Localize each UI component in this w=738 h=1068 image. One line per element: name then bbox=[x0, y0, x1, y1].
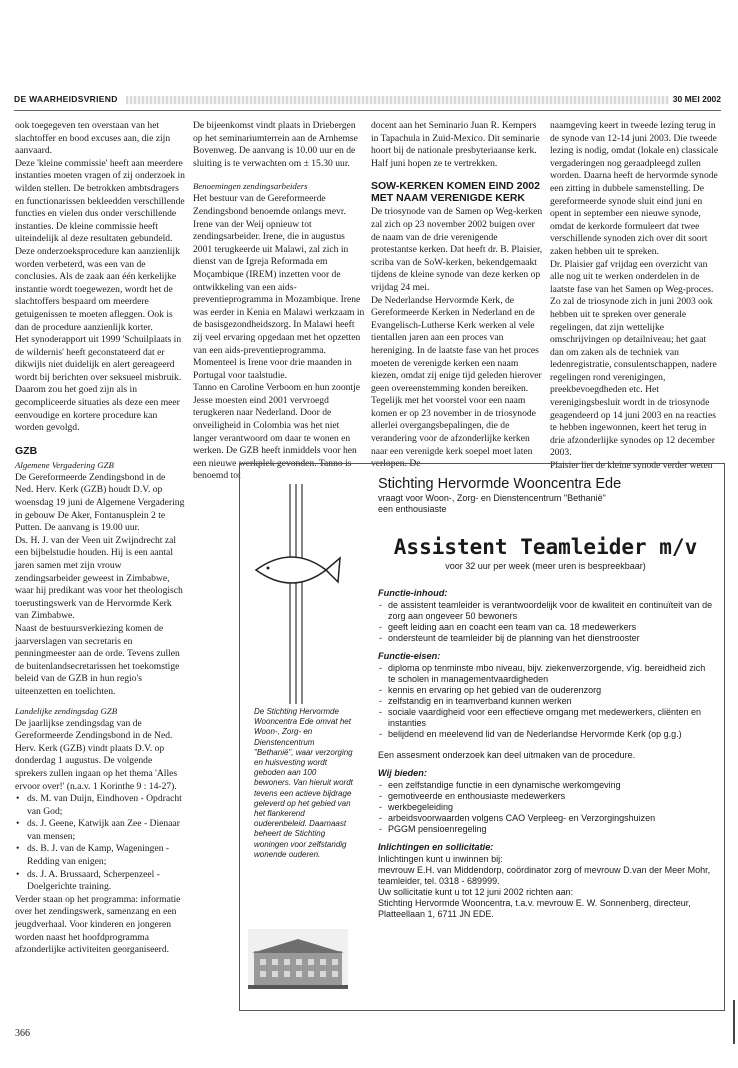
subheading-benoemingen: Benoemingen zendingsarbeiders bbox=[193, 181, 308, 192]
running-header bbox=[14, 94, 721, 108]
list-item: - de assistent teamleider is verantwoordelijk voor de kwaliteit en continuïteit van de zorg aan ongeveer 50 bewoners bbox=[388, 600, 713, 622]
section-heading-gzb: GZB bbox=[15, 444, 38, 457]
paragraph: ook toegegeven ten overstaan van het slachtoffer en bood excuses aan, die zijn aanvaard. bbox=[15, 120, 171, 157]
paragraph: Naast de bestuursverkiezing komen de jaarverslagen van secretaris en penningmeester aan de orde. Tevens zullen de buitenlandsecretarissen het toekomstige beleid van de GZB in hun regio's uiteenzetten en toelichten. bbox=[15, 622, 180, 697]
list-item: - sociale vaardigheid voor een effectieve omgang met medewerkers, cliënten en instanties bbox=[388, 707, 713, 729]
paragraph: Deze 'kleine commissie' heeft aan meerdere instanties moeten vragen of zij onderzoek in wilden stellen. De betrokken ambtsdragers en functionarissen bekleedden verschillende functies en vielen dus onder verschillende instanties. De kleine commissie heeft uiteindelijk al deze resultaten gebundeld. bbox=[15, 157, 185, 245]
article-heading-sow: SOW-KERKEN KOMEN EIND 2002 MET NAAM VERENIGDE KERK bbox=[371, 180, 540, 205]
paragraph: De Gereformeerde Zendingsbond in de Ned. Herv. Kerk (GZB) houdt D.V. op woensdag 19 juni de Algemene Vergadering in gebouw De Aker, Fontanusplein 2 te Putten. De aanvang is 19.00 uur. bbox=[15, 471, 185, 534]
header-rule bbox=[14, 110, 721, 111]
column-2 bbox=[193, 120, 365, 483]
paragraph: naamgeving keert in tweede lezing terug in de synode van 12-14 juni 2003. Die tweede lezing is nodig, omdat (lokale en) classicale vergaderingen nog geraadpleegd zullen worden. Daarna heeft de hervormde synode een zitting in dubbele samenstelling. De gereformeerde synode sluit eind juni en opent in september een nieuwe synode, omdat de kerkorde formuleert dat twee verschillende synoden zich over dit soort zaken hebben uit te spreken. bbox=[550, 120, 719, 257]
list-item: • ds. B. J. van de Kamp, Wageningen - Redding van enigen; bbox=[25, 843, 185, 868]
section-title-eisen: Functie-eisen: bbox=[378, 651, 441, 661]
list-item: - gemotiveerde en enthousiaste medewerkers bbox=[388, 791, 713, 802]
ad-sidebar bbox=[240, 464, 358, 1010]
paragraph: Verder staan op het programma: informatie over het zendingswerk, samenzang en een jeugdverhaal. Voor kinderen en jongeren worden naast het hoofdprogramma afzonderlijke activiteiten georganiseerd. bbox=[15, 893, 181, 956]
column-3 bbox=[371, 120, 543, 471]
header-decorative-bar bbox=[126, 96, 669, 104]
ad-intro-2: een enthousiaste bbox=[378, 504, 447, 514]
list-item: • ds. J. A. Brussaard, Scherpenzeel - Doelgerichte training. bbox=[25, 869, 185, 894]
list-item: - geeft leiding aan en coacht een team van ca. 18 medewerkers bbox=[388, 622, 713, 633]
paragraph: De jaarlijkse zendingsdag van de Gereformeerde Zendingsbond in de Ned. Herv. Kerk (GZB) vindt plaats D.V. op donderdag 1 augustus. De volgende sprekers zullen ingaan op het thema 'Alles ervoor over!' (n.a.v. 1 Korinthe 9 : 14-27). bbox=[15, 717, 178, 792]
list-item: - PGGM pensioenregeling bbox=[388, 824, 713, 835]
subheading-algemene-vergadering: Algemene Vergadering GZB bbox=[15, 459, 114, 470]
paragraph: Plaisier liet de kleine synode verder weten bbox=[550, 460, 713, 472]
speaker-list bbox=[15, 793, 185, 894]
ad-main bbox=[378, 476, 713, 920]
paragraph: Het bestuur van de Gereformeerde Zendingsbond benoemde onlangs mevr. Irene van der Weij opnieuw tot zendingsarbeider. Irene, die in augustus 2001 terugkeerde uit Malawi, zal zich in dienst van de Igreja Reformada em Moçambique (IREM) inzetten voor de ontwikkeling van een aids-preventieprogramma in Mozambique. Irene was eerder in Kenia en Malawi werkzaam in de basisgezondheidszorg. In Malawi heeft zij veel ervaring opgedaan met het opzetten van een aids-preventieprogramma. Momenteel is Irene voor drie maanden in Portugal voor taalstudie. bbox=[193, 193, 365, 381]
section-title-inhoud: Functie-inhoud: bbox=[378, 588, 448, 598]
job-hours: voor 32 uur per week (meer uren is bespreekbaar) bbox=[445, 561, 646, 571]
crop-mark bbox=[733, 1000, 735, 1044]
section-title-bieden: Wij bieden: bbox=[378, 768, 427, 778]
paragraph: docent aan het Seminario Juan R. Kempers in Tapachula in Zuid-Mexico. Dit seminarie hoort bij de nationale presbyteriaanse kerk. Half juni hopen ze te vertrekken. bbox=[371, 120, 540, 169]
assessment-note: Een assesment onderzoek kan deel uitmaken van de procedure. bbox=[378, 750, 636, 760]
list-item: • ds. J. Geene, Katwijk aan Zee - Dienaar van mensen; bbox=[25, 818, 185, 843]
list-item: - zelfstandig en in teamverband kunnen werken bbox=[388, 696, 713, 707]
list-item: - ondersteunt de teamleider bij de planning van het dienstrooster bbox=[388, 633, 713, 644]
info-line: Stichting Hervormde Wooncentra, t.a.v. mevrouw E. W. Sonnenberg, directeur, Platteellaan 1, 6711 JN EDE. bbox=[378, 898, 691, 919]
list-item: - diploma op tenminste mbo niveau, bijv. ziekenverzorgende, v'ig. bereidheid zich te scholen in managementvaardigheden bbox=[388, 663, 713, 685]
organisation-name: Stichting Hervormde Wooncentra Ede bbox=[378, 476, 622, 492]
list-item: - kennis en ervaring op het gebied van de ouderenzorg bbox=[388, 685, 713, 696]
info-line: Inlichtingen kunt u inwinnen bij: bbox=[378, 854, 503, 864]
job-advertisement bbox=[239, 463, 725, 1011]
inhoud-list bbox=[378, 600, 713, 644]
list-item: - belijdend en meelevend lid van de Nederlandse Hervormde Kerk (op g.g.) bbox=[388, 729, 713, 740]
paragraph: De triosynode van de Samen op Weg-kerken zal zich op 23 november 2002 buigen over de naam van de drie verenigende protestantse kerken. Dat heeft dr. B. Plaisier, scriba van de SoW-kerken, bekendgemaakt tijdens de kleine synode van deze kerken op vrijdag 24 mei. bbox=[371, 206, 543, 293]
subheading-landelijke-zendingsdag: Landelijke zendingsdag GZB bbox=[15, 705, 118, 716]
list-item: - arbeidsvoorwaarden volgens CAO Verpleeg- en Verzorgingshuizen bbox=[388, 813, 713, 824]
job-title: Assistent Teamleider m/v bbox=[393, 535, 698, 559]
fish-cross-logo-icon bbox=[252, 484, 342, 704]
bieden-list bbox=[378, 780, 713, 835]
paragraph: Ds. H. J. van der Veen uit Zwijndrecht zal een bijbelstudie houden. Hij is een aantal jaren samen met zijn vrouw zendingsarbeider geweest in Zimbabwe, waar hij predikant was voor het theologisch toerustingswerk van de Hervormde Kerk van Zimbabwe. bbox=[15, 534, 183, 622]
foundation-caption: De Stichting Hervormde Wooncentra Ede omvat het Woon-, Zorg- en Dienstencentrum "Bethanië", waar verzorging en huisvesting wordt geboden aan 100 bewoners. Van hieruit wordt tevens een actieve bijdrage geleverd op het gebied van het flankerend ouderenbeleid. Daarnaast beheert de Stichting woningen voor zelfstandig wonende ouderen. bbox=[254, 707, 353, 859]
info-line: Uw sollicitatie kunt u tot 12 juni 2002 richten aan: bbox=[378, 887, 574, 897]
paragraph: Dr. Plaisier gaf vrijdag een overzicht van alle nog uit te werken onderdelen in de laatste fase van het Samen op Weg-proces. Zo zal de triosynode zich in juni 2003 ook hebben uit te spreken over generale regelingen, dat zijn wettelijke omschrijvingen op detailniveau; het gaat dan om zaken als de techniek van ledenregistratie, consulentschappen, nadere regelingen rond verenigingen, preekbevoegdheden etc. Het verenigingsbesluit wordt in de triosynode geagendeerd op 14 juni 2003 en na reacties te hebben ingewonnen, keert het terug in drie afzonderlijke synodes op 12 december 2003. bbox=[550, 258, 717, 459]
list-item: - een zelfstandige functie in een dynamische werkomgeving bbox=[388, 780, 713, 791]
paragraph: De Nederlandse Hervormde Kerk, de Gereformeerde Kerken in Nederland en de Evangelisch-Lutherse Kerk werken al vele tientallen jaren aan een proces van hereniging. In de laatste fase van het proces moeten de verenigde kerken een naam kiezen, omdat zij enige tijd geleden hierover geen overeenstemming konden bereiken. Tegelijk met het voorstel voor een naam komen er op 23 november in de triosynode allerlei overgangsbepalingen, die de verandering voor de afzonderlijke kerken naar een verenigde kerk soepel moet laten verlopen. De bbox=[371, 294, 542, 470]
ad-intro: vraagt voor Woon-, Zorg- en Dienstencentrum "Bethanië" bbox=[378, 493, 606, 503]
paragraph: Deze onderzoeksprocedure kan aanzienlijk worden verbeterd, was een van de conclusies. Als de zaak aan één kerkelijke instantie wordt toegewezen, wordt het de slachtoffers bespaard om meerdere getuigenissen te moeten afleggen. Ook is dan de procedure aanzienlijk korter. bbox=[15, 245, 180, 333]
publication-title: DE WAARHEIDSVRIEND bbox=[14, 94, 118, 104]
column-4 bbox=[550, 120, 720, 473]
column-1 bbox=[15, 120, 185, 957]
paragraph: De bijeenkomst vindt plaats in Driebergen op het seminariumterrein aan de Arnhemse Bovenweg. De aanvang is 10.00 uur en de sluiting is te verwachten om ± 15.30 uur. bbox=[193, 120, 358, 169]
section-title-inlichtingen: Inlichtingen en sollicitatie: bbox=[378, 842, 494, 852]
list-item: - werkbegeleiding bbox=[388, 802, 713, 813]
paragraph: Tanno en Caroline Verboom en hun zoontje Jesse moesten eind 2001 vervroegd terugkeren naar Nederland. Door de onveiligheid in Colombia was het niet langer verantwoord om daar te wonen en werken. De GZB heeft inmiddels voor hen een nieuwe werkplek gevonden. Tanno is benoemd tot bbox=[193, 382, 360, 482]
info-line: mevrouw E.H. van Middendorp, coördinator zorg of mevrouw D.van der Meer Mohr, teamleider, tel. 0318 - 689999. bbox=[378, 865, 711, 886]
paragraph: Het synoderapport uit 1999 'Schuilplaats in de wildernis' heeft geconstateerd dat er dikwijls niet duidelijk en alert gereageerd wordt bij berichten over seksueel misbruik. Daarom zou het goed zijn als in gecompliceerde situaties als deze een meer eenvoudige en kortere procedure kan worden gevolgd. bbox=[15, 334, 182, 434]
issue-date: 30 MEI 2002 bbox=[672, 94, 721, 104]
list-item: • ds. M. van Duijn, Eindhoven - Opdracht van God; bbox=[25, 793, 185, 818]
page-number: 366 bbox=[15, 1028, 30, 1039]
eisen-list bbox=[378, 663, 713, 740]
building-photo bbox=[248, 929, 348, 989]
